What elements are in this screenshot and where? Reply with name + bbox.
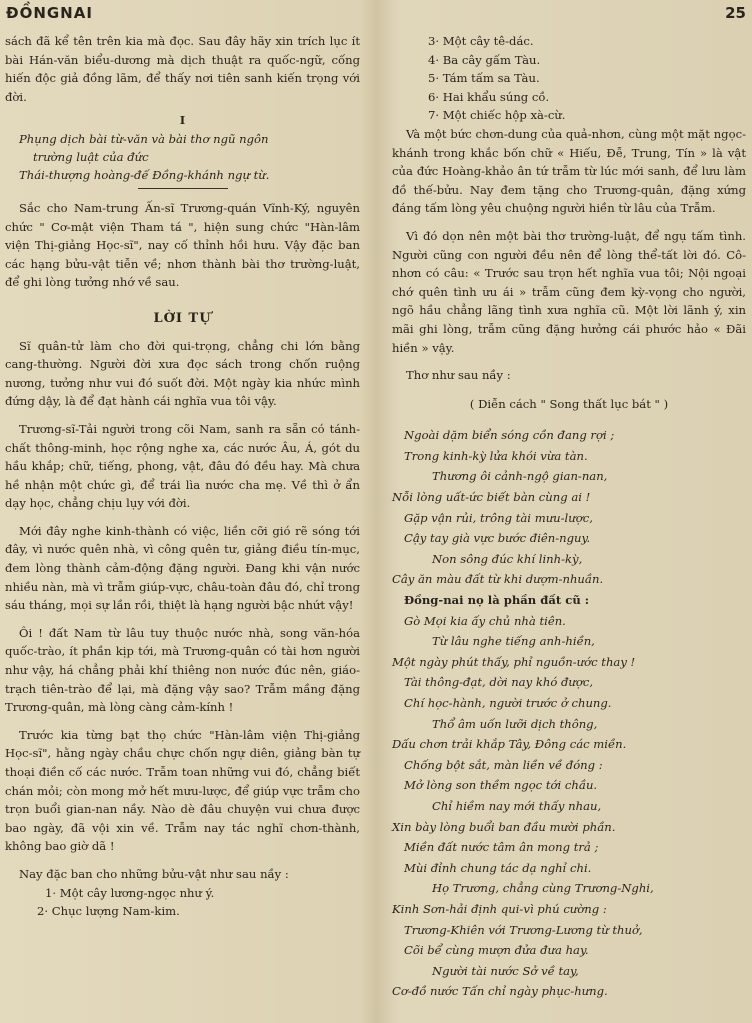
running-header-title: ĐỒNGNAI — [6, 4, 93, 22]
gift-item: 1· Một cây lương-ngọc như ý. — [45, 885, 215, 900]
poem-line: Tài thông-đạt, dời nay khó được, — [404, 675, 594, 690]
intro-paragraph: sách đã kể tên trên kia mà đọc. Sau đây hãy xin trích lục ít bài Hán-văn biểu-dương mà dịch thuật ra quốc-ngữ, cống hiến độc giả đồng lãm, để thấy nơi tiên sanh kiến trọng với đời. — [5, 34, 360, 104]
gift-item: 7· Một chiếc hộp xà-cừ. — [428, 108, 566, 123]
poem-line: Nỗi lòng uất-ức biết bàn cùng ai ! — [392, 490, 591, 505]
preface-paragraph-3: Mới đây nghe kinh-thành có việc, liền cỡi gió rẽ sóng tới đây, vì nước quên nhà, vì công quên tư, giảng điều tín-mục, đem lòng thành cảm-động đặng người. Đang khi vận nước nhiều nàn, mà vì trẫm giúp-vực, châu-toàn đâu đó, chỉ trong sáu tháng, mọi sự lần rồi, thiệt là hạng người bậc nhứt vậy! — [5, 523, 360, 613]
gift-item: 2· Chục lượng Nam-kim. — [37, 904, 180, 919]
gift-item: 5· Tám tấm sa Tàu. — [428, 71, 540, 86]
preface-paragraph-2: Trương-sĩ-Tải người trong cõi Nam, sanh ra sẵn có tánh-chất thông-minh, học rộng nghe xa, các nước Âu, Á, gót du hầu khắp; chữ, tiếng, phong, vật, đâu đó đều hay. Mà chưa hề nhận một chức gì, để trái lìa nước cha mẹ. Về thì ở ẩn dạy học, chẳng chịu lụy với đời. — [5, 421, 360, 511]
poem-line: Ngoài dặm biển sóng cồn đang rợi ; — [404, 428, 615, 443]
poem-line: Thổ âm uốn lưỡi dịch thông, — [432, 716, 598, 731]
poem-line: Người tài nước Sở về tay, — [432, 963, 579, 978]
poem-line: Cậy tay già vực bước điên-nguy. — [404, 531, 591, 546]
poem-line: Họ Trương, chẳng cùng Trương-Nghi, — [432, 881, 654, 896]
divider-rule — [138, 188, 228, 189]
poem-line: Non sông đúc khí linh-kỳ, — [432, 551, 583, 566]
gift-item: 3· Một cây tê-dác. — [428, 34, 534, 48]
poem-preface-paragraph: Vì đó dọn nên một bài thơ trường-luật, để ngụ tấm tình. Người cũng con người đều nên để lòng thể-tất lời đó. Cô-nhơn có câu: « Trước sau trọn hết nghĩa vua tôi; Nội ngoại chớ quên tình ưu ái » trẫm cũng đem kỳ-vọng cho người, ngõ hầu chẳng lãng tình xưa nghĩa cũ. Một lời lãnh ý, xin mãi ghi lòng, trẫm cũng đặng hưởng cái phước hảo « Đãi hiền » vậy. — [392, 228, 746, 355]
gift-item: 6· Hai khẩu súng cồ. — [428, 89, 550, 104]
poem-line: Miền đất nước tâm ân mong trả ; — [404, 840, 599, 855]
poem-line: Cơ-đồ nước Tấn chỉ ngày phục-hưng. — [392, 984, 608, 999]
gifts-intro: Nay đặc ban cho những bửu-vật như sau nầy : — [19, 866, 289, 881]
poem-line: Trong kinh-kỳ lửa khói vừa tàn. — [404, 448, 588, 463]
section-numeral: I — [179, 113, 186, 128]
section-heading-line-2: trường luật của đức — [33, 149, 149, 164]
poem-line: Cây ăn màu đất từ khi dượm-nhuần. — [392, 572, 604, 587]
poem-intro: Thơ như sau nầy : — [406, 368, 511, 383]
poem-line: Xin bày lòng buổi ban đầu mười phần. — [392, 819, 616, 834]
poem — [392, 425, 746, 1002]
poem-line: Trương-Khiên với Trương-Lương từ thuở, — [404, 922, 643, 937]
section-heading-line-3: Thái-thượng hoàng-đế Đồng-khánh ngự từ. — [19, 167, 270, 182]
poem-line: Mở lòng son thềm ngọc tới chầu. — [404, 778, 598, 793]
page-number: 25 — [725, 4, 746, 22]
left-column — [5, 32, 360, 921]
preface-title: LỜI TỰ — [153, 310, 212, 326]
preface-paragraph-5: Trước kia từng bạt thọ chức "Hàn-lâm viện Thị-giảng Học-sĩ", hằng ngày chầu chực chốn ngự diên, giảng bàn tự thoại điền cố các nước. Trẫm toan những vui đó, chẳng biết chán mỏi; còn mong mở hết mưu-lược, để giúp vực trẫm cho trọn buổi gian-nan nầy. Nào dè đâu chuyện vui chưa được bao ngày, đã vội xin về. Trẫm nay tác nghĩ chơn-thành, không bao giờ dã ! — [5, 727, 360, 854]
poem-line: Dấu chơn trải khắp Tây, Đông các miền. — [392, 737, 627, 752]
poem-line: Đồng-nai nọ là phần đất cũ : — [404, 593, 590, 608]
poem-line: Cõi bể cùng mượn đửa đưa hay. — [404, 943, 589, 958]
gifts-paragraph: Và một bức chơn-dung của quả-nhơn, cùng một mặt ngọc-khánh trong khắc bốn chữ « Hiếu, Đễ, Trung, Tín » là vật của đức Hoàng-khảo ân tứ trẫm từ lúc mới sanh, để lưu làm đồ thế-bửu. Nay đem tặng cho Trương-quân, đặng xứng đáng tấm lòng yêu chuộng người hiền từ lâu của Trẫm. — [392, 126, 746, 216]
poem-line: Thương ôi cảnh-ngộ gian-nan, — [432, 469, 608, 484]
poem-line: Gặp vận rủi, trông tài mưu-lược, — [404, 510, 593, 525]
poem-line: Mùi đỉnh chung tác dạ nghỉ chi. — [404, 860, 592, 875]
right-column — [392, 32, 746, 1002]
poem-line: Chỉ hiềm nay mới thấy nhau, — [432, 798, 602, 813]
preface-paragraph-4: Ôi ! đất Nam từ lâu tuy thuộc nước nhà, song văn-hóa quốc-trào, ít phần kịp tới, mà Trương-quân có tài hơn người như vậy, há chẳng phải khí thiêng non nước đúc nên, giáo-trạch tiên-trào để lại, mà đặng vậy sao? Trẫm mầng đặng Trương-quân, mà lòng càng cảm-kính ! — [5, 625, 360, 715]
poem-line: Chống bột sắt, màn liền về đóng : — [404, 757, 603, 772]
poem-line: Từ lâu nghe tiếng anh-hiền, — [432, 634, 595, 649]
decree-paragraph: Sắc cho Nam-trung Ấn-sĩ Trương-quán Vĩnh-Ký, nguyên chức " Cơ-mật viện Tham tá ", hiện sung chức "Hàn-lâm viện Thị-giảng Học-sĩ", nay cố thỉnh hồi hưu. Vậy đặc ban các hạng bửu-vật tiễn về; nhơn thành bài thơ trường-luật, để ghi lòng tưởng nhớ về sau. — [5, 200, 360, 290]
poem-line: Chí học-hành, người trước ở chung. — [404, 696, 612, 710]
section-heading-line-1: Phụng dịch bài từ-văn và bài thơ ngũ ngôn — [19, 131, 269, 146]
poem-line: Gò Mọi kia ấy chủ nhà tiên. — [404, 613, 566, 628]
poem-form-note: ( Diễn cách " Song thất lục bát " ) — [469, 396, 669, 411]
gift-item: 4· Ba cây gấm Tàu. — [428, 52, 541, 67]
poem-line: Kinh Sơn-hải định qui-vì phú cường : — [392, 901, 607, 916]
preface-paragraph-1: Sĩ quân-tử làm cho đời qui-trọng, chẳng chi lớn bằng cang-thường. Người đời xưa đọc sách trong chốn ruộng nương, tưởng như vui đó suốt đời. Một ngày kia nhức mình đứng dậy, là để đạt hành cái nghĩa vua tôi vậy. — [5, 338, 360, 409]
poem-line: Một ngày phút thấy, phỉ nguồn-ước thay ! — [392, 654, 636, 669]
